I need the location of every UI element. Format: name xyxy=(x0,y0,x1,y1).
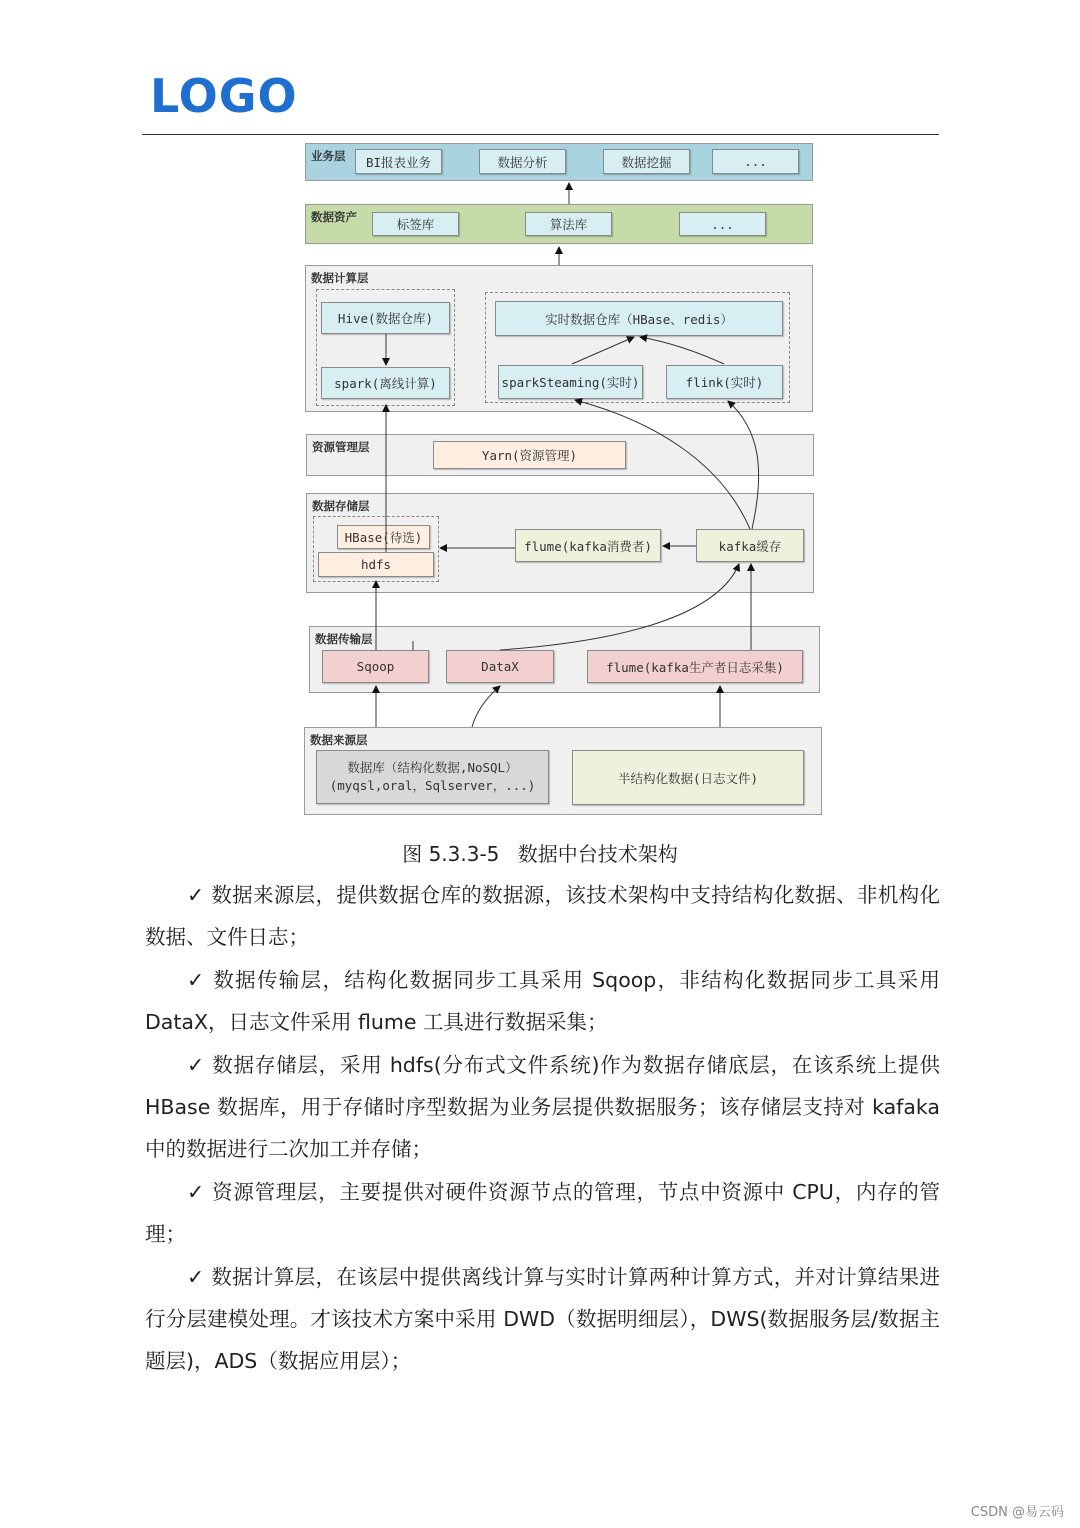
box-hdfs: hdfs xyxy=(318,552,434,577)
box-sparkstreaming: sparkSteaming(实时) xyxy=(498,365,643,399)
box-sqoop: Sqoop xyxy=(322,650,429,683)
paragraph-transport-layer: ✓ 数据传输层，结构化数据同步工具采用 Sqoop，非结构化数据同步工具采用 DataX，日志文件采用 flume 工具进行数据采集； xyxy=(145,967,940,1035)
paragraph-compute-layer: ✓ 数据计算层，在该层中提供离线计算与实时计算两种计算方式，并对计算结果进行分层建模处理。才该技术方案中采用 DWD（数据明细层），DWS(数据服务层/数据主题层)，ADS（数据应用层）； xyxy=(145,1264,940,1374)
layer-label: 资源管理层 xyxy=(312,440,370,454)
box-algorithm-library: 算法库 xyxy=(525,212,612,236)
logo: LOGO xyxy=(150,69,298,123)
box-asset-more: ... xyxy=(679,212,766,236)
box-hive: Hive(数据仓库) xyxy=(321,302,450,334)
layer-label: 数据存储层 xyxy=(312,499,370,513)
box-kafka: kafka缓存 xyxy=(696,529,804,562)
watermark-credit: CSDN @易云码 xyxy=(970,1505,1064,1520)
figure-caption xyxy=(0,838,1080,867)
body-text xyxy=(145,874,940,1383)
box-tag-library: 标签库 xyxy=(372,212,459,236)
box-data-mining: 数据挖掘 xyxy=(603,149,690,174)
box-flink: flink(实时) xyxy=(666,365,783,399)
box-database xyxy=(316,750,549,804)
figure-title: 数据中台技术架构 xyxy=(517,842,678,866)
box-datax: DataX xyxy=(446,650,554,683)
box-hbase: HBase(待选) xyxy=(337,525,430,549)
box-realtime-dw: 实时数据仓库（HBase、redis） xyxy=(495,301,783,336)
layer-label: 数据来源层 xyxy=(310,733,368,747)
box-flume-consumer: flume(kafka消费者) xyxy=(515,529,661,562)
paragraph-source-layer: ✓ 数据来源层，提供数据仓库的数据源，该技术架构中支持结构化数据、非机构化数据、文件日志； xyxy=(145,883,940,950)
box-database-line2: (myqsl,oral，Sqlserver，...) xyxy=(329,778,536,793)
box-flume-producer: flume(kafka生产者日志采集) xyxy=(587,650,803,683)
layer-label: 数据传输层 xyxy=(315,632,373,646)
box-yarn: Yarn(资源管理) xyxy=(433,441,626,469)
layer-label: 数据计算层 xyxy=(311,271,369,285)
figure-number: 图 5.3.3-5 xyxy=(402,842,500,866)
box-bi-report: BI报表业务 xyxy=(355,149,442,174)
box-semi-structured: 半结构化数据(日志文件) xyxy=(572,750,804,805)
box-business-more: ... xyxy=(712,149,799,174)
box-database-line1: 数据库（结构化数据,NoSQL） xyxy=(347,760,518,775)
paragraph-storage-layer: ✓ 数据存储层，采用 hdfs(分布式文件系统)作为数据存储底层，在该系统上提供 HBase 数据库，用于存储时序型数据为业务层提供数据服务；该存储层支持对 kafaka 中的数据进行二次加工并存储； xyxy=(145,1052,940,1162)
layer-label: 数据资产 xyxy=(311,210,357,224)
layer-label: 业务层 xyxy=(311,149,346,163)
box-spark-offline: spark(离线计算) xyxy=(321,367,450,399)
box-data-analysis: 数据分析 xyxy=(479,149,566,174)
paragraph-resource-layer: ✓ 资源管理层，主要提供对硬件资源节点的管理，节点中资源中 CPU，内存的管理； xyxy=(145,1179,940,1247)
